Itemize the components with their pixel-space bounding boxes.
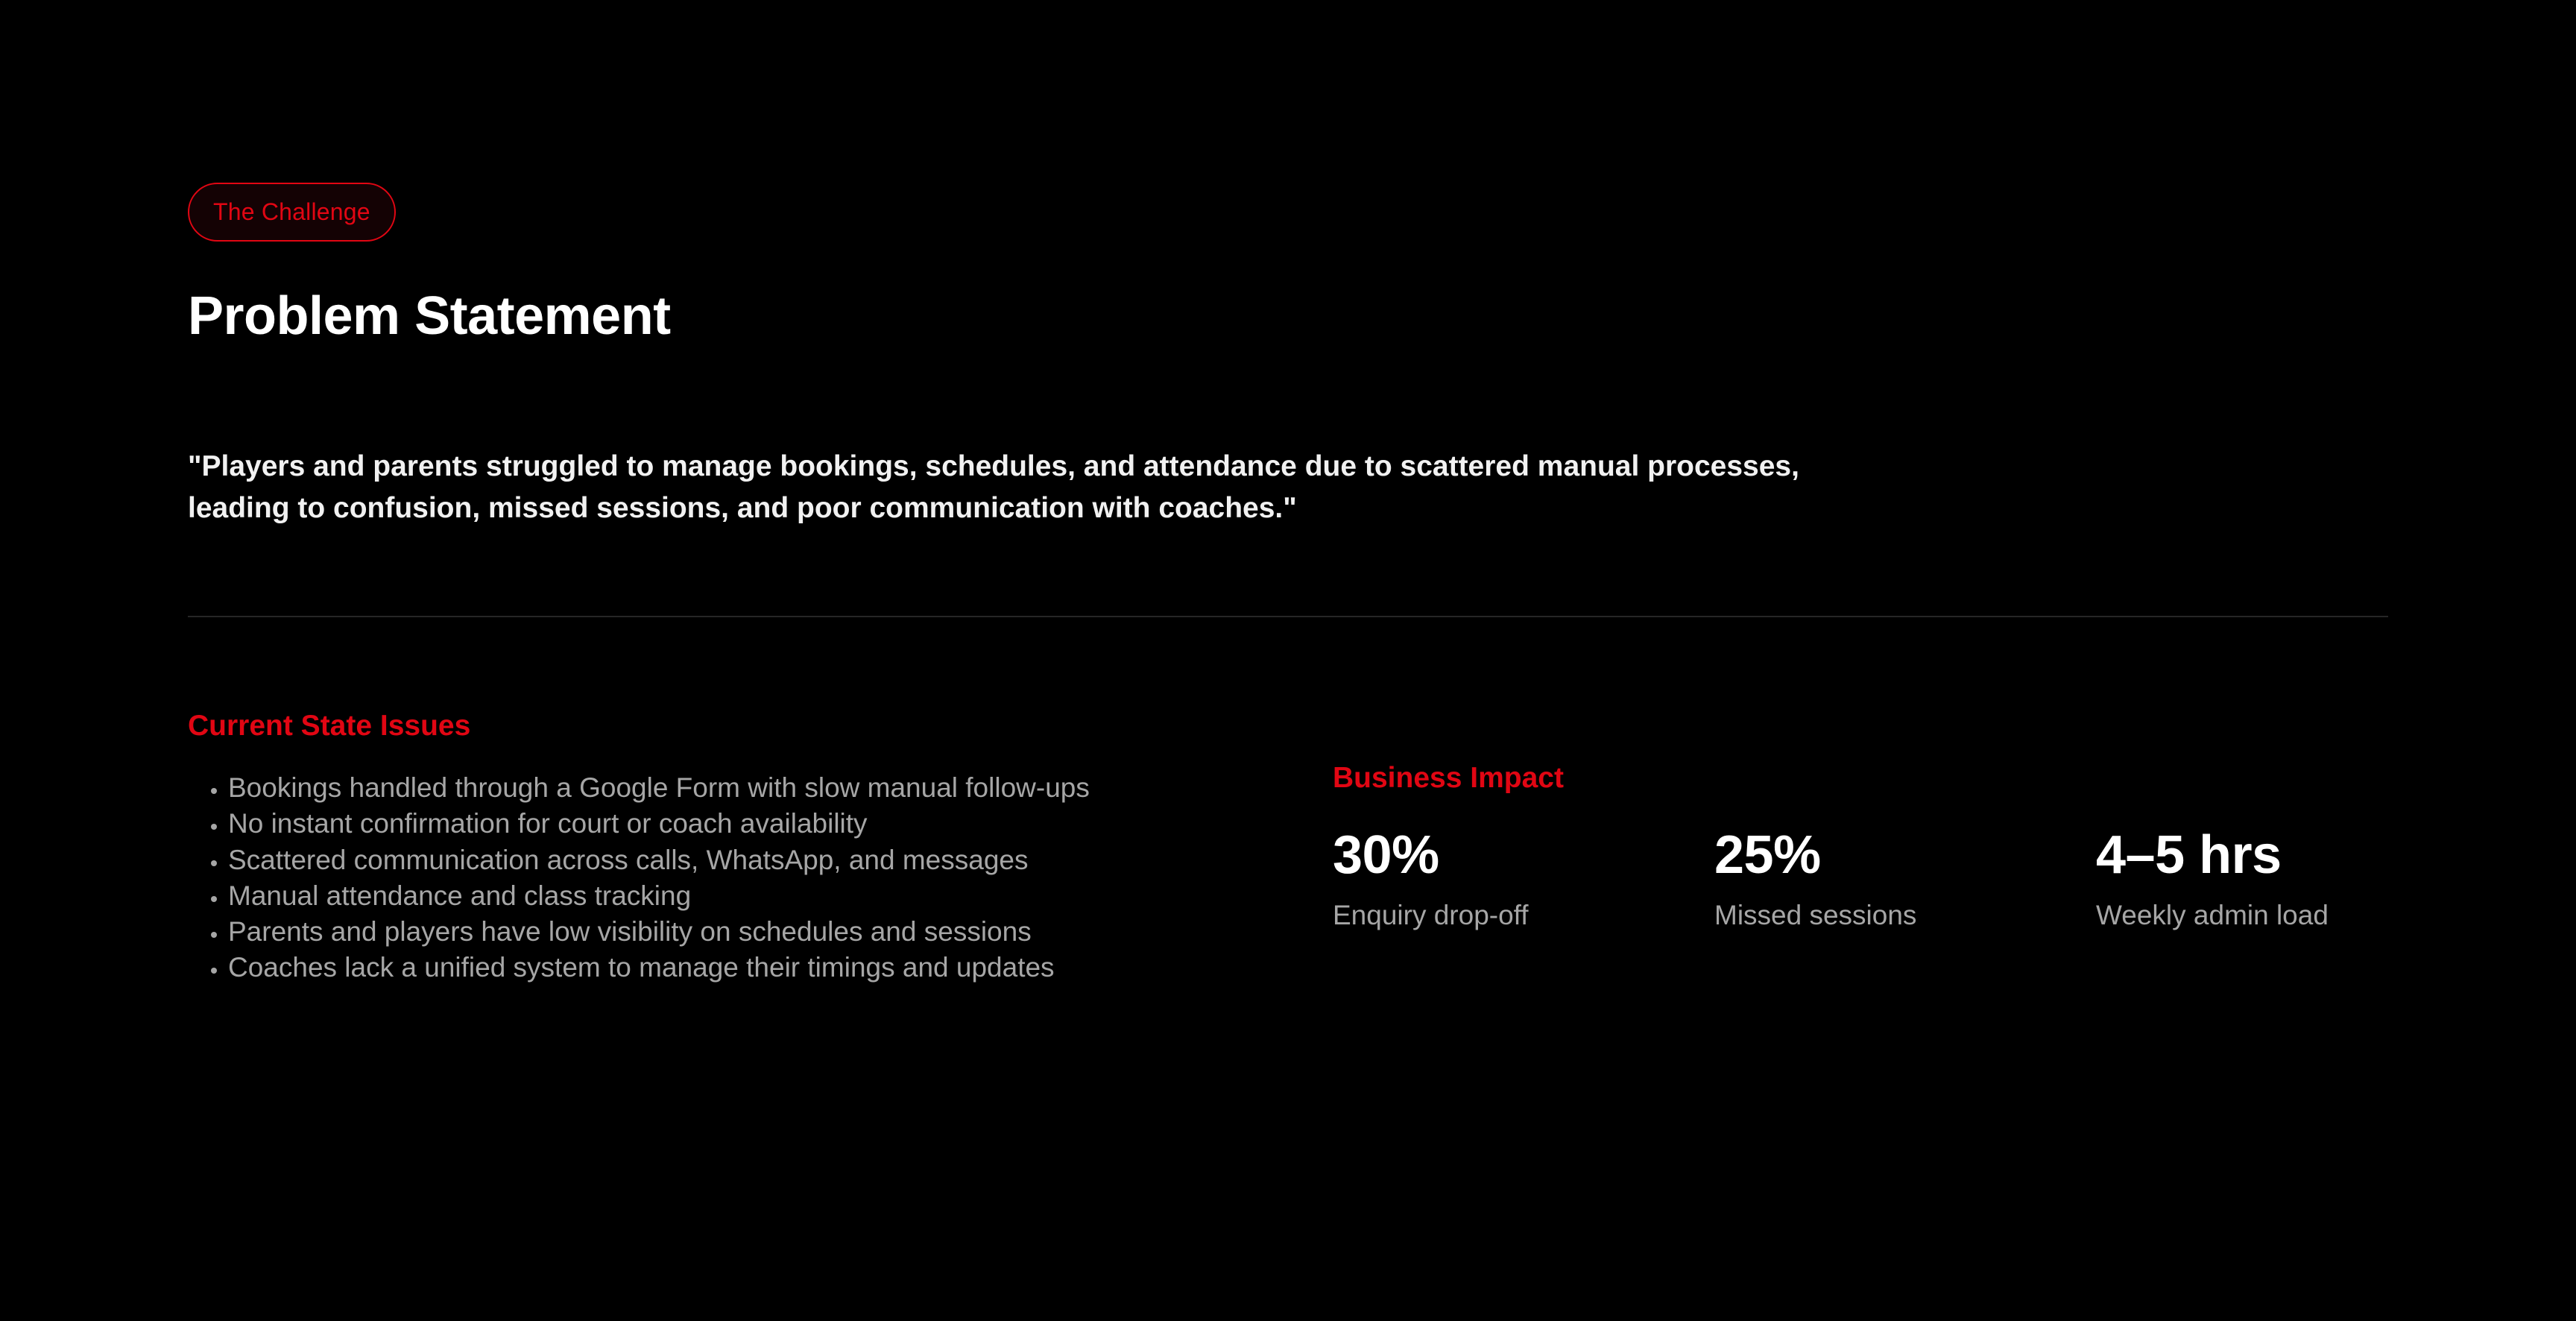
stat-value: 25% [1714, 825, 1821, 885]
stat-missed-sessions [1714, 825, 2096, 930]
stat-label: Missed sessions [1714, 900, 1917, 930]
impact-stats [1333, 825, 2388, 930]
business-impact [1333, 763, 2388, 929]
details-area [188, 617, 2388, 990]
stat-label: Weekly admin load [2096, 900, 2329, 930]
problem-quote: "Players and parents struggled to manage bookings, schedules, and attendance due to scattered manual processes, leading to confusion, missed sessions, and poor communication with coaches." [188, 450, 1799, 524]
stat-label: Enquiry drop-off [1333, 900, 1529, 930]
issue-list [188, 770, 1306, 986]
current-state-heading: Current State Issues [188, 710, 471, 742]
list-item: • Coaches lack a unified system to manage their timings and updates [228, 950, 1306, 986]
problem-statement-section [188, 183, 2388, 990]
list-item: • Bookings handled through a Google Form with slow manual follow-ups [228, 770, 1306, 806]
stat-value: 4–5 hrs [2096, 825, 2282, 885]
stat-weekly-admin-load [2096, 825, 2388, 930]
challenge-badge: The Challenge [188, 183, 396, 242]
list-item: • Scattered communication across calls, WhatsApp, and messages [228, 842, 1306, 878]
list-item: • Manual attendance and class tracking [228, 878, 1306, 914]
current-state-issues [188, 711, 1306, 986]
page-title: Problem Statement [188, 286, 671, 346]
stat-enquiry-dropoff [1333, 825, 1714, 930]
list-item: • No instant confirmation for court or coach availability [228, 806, 1306, 842]
business-impact-heading: Business Impact [1333, 762, 1564, 794]
list-item: • Parents and players have low visibility on schedules and sessions [228, 914, 1306, 950]
stat-value: 30% [1333, 825, 1439, 885]
